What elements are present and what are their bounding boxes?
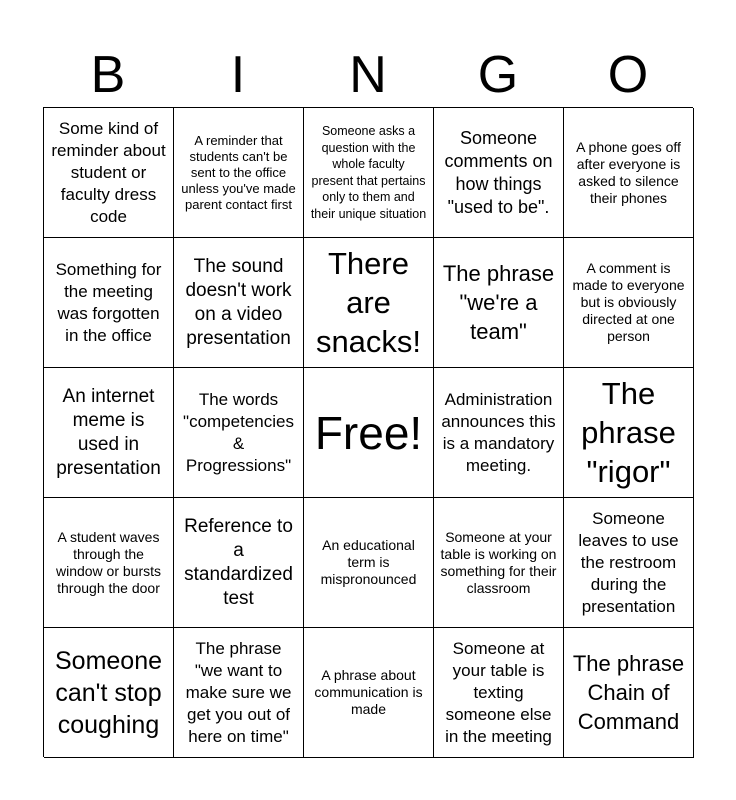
cell-text: A phone goes off after everyone is asked to silence their phones xyxy=(576,138,681,206)
header-letter-g: G xyxy=(477,46,519,104)
cell-text: The words "competencies & Progressions" xyxy=(183,389,294,475)
bingo-cell[interactable] xyxy=(434,238,564,368)
bingo-cell[interactable] xyxy=(564,628,694,758)
bingo-cell[interactable] xyxy=(174,498,304,628)
cell-text: Administration announces this is a mandatory meeting. xyxy=(441,389,556,475)
cell-text: A student waves through the window or bursts through the door xyxy=(55,528,162,596)
bingo-cell[interactable] xyxy=(44,498,174,628)
bingo-cell[interactable] xyxy=(44,108,174,238)
bingo-cell[interactable] xyxy=(174,238,304,368)
cell-text: A comment is made to everyone but is obviously directed at one person xyxy=(572,260,685,344)
bingo-header xyxy=(43,44,693,106)
bingo-cell[interactable] xyxy=(174,628,304,758)
bingo-cell[interactable] xyxy=(564,108,694,238)
cell-text: Someone comments on how things "used to be". xyxy=(444,127,553,217)
cell-text: Someone can't stop coughing xyxy=(54,646,163,739)
bingo-cell[interactable] xyxy=(434,628,564,758)
bingo-cell[interactable] xyxy=(44,368,174,498)
bingo-cell[interactable] xyxy=(564,498,694,628)
bingo-cell[interactable] xyxy=(44,238,174,368)
cell-text: Someone asks a question with the whole faculty present that pertains only to them and their unique situation xyxy=(310,124,427,221)
cell-text: The phrase "rigor" xyxy=(581,376,676,489)
free-space-label: Free! xyxy=(314,406,423,459)
cell-text: A reminder that students can't be sent to the office unless you've made parent contact first xyxy=(181,132,296,212)
cell-text: Reference to a standardized test xyxy=(184,515,293,609)
cell-text: Someone at your table is working on something for their classroom xyxy=(440,528,557,596)
cell-text: Someone at your table is texting someone else in the meeting xyxy=(445,638,552,746)
cell-text: An internet meme is used in presentation xyxy=(56,385,161,479)
bingo-cell[interactable] xyxy=(434,498,564,628)
cell-text: An educational term is mispronounced xyxy=(320,537,417,587)
header-letter-b: B xyxy=(90,46,126,104)
bingo-cell[interactable] xyxy=(174,368,304,498)
cell-text: The phrase "we're a team" xyxy=(442,261,555,344)
cell-text: The sound doesn't work on a video presentation xyxy=(185,255,292,349)
bingo-cell[interactable] xyxy=(304,108,434,238)
bingo-cell[interactable] xyxy=(44,628,174,758)
cell-text: The phrase "we want to make sure we get you out of here on time" xyxy=(185,638,292,746)
cell-text: Something for the meeting was forgotten in the office xyxy=(55,259,162,345)
free-space-snacks[interactable] xyxy=(304,238,434,368)
bingo-cell[interactable] xyxy=(434,368,564,498)
header-letter-n: N xyxy=(349,46,387,104)
bingo-cell[interactable] xyxy=(304,628,434,758)
bingo-card xyxy=(43,107,693,757)
free-space[interactable] xyxy=(304,368,434,498)
bingo-cell[interactable] xyxy=(564,238,694,368)
header-letter-o: O xyxy=(607,46,649,104)
cell-text: Someone leaves to use the restroom during the presentation xyxy=(578,508,679,616)
cell-text: The phrase Chain of Command xyxy=(572,651,685,734)
header-letter-i: I xyxy=(230,46,246,104)
bingo-cell[interactable] xyxy=(174,108,304,238)
bingo-cell[interactable] xyxy=(564,368,694,498)
bingo-cell[interactable] xyxy=(304,498,434,628)
cell-text: A phrase about communication is made xyxy=(314,667,423,717)
cell-text: There are snacks! xyxy=(315,246,422,359)
cell-text: Some kind of reminder about student or faculty dress code xyxy=(51,118,166,226)
bingo-cell[interactable] xyxy=(434,108,564,238)
